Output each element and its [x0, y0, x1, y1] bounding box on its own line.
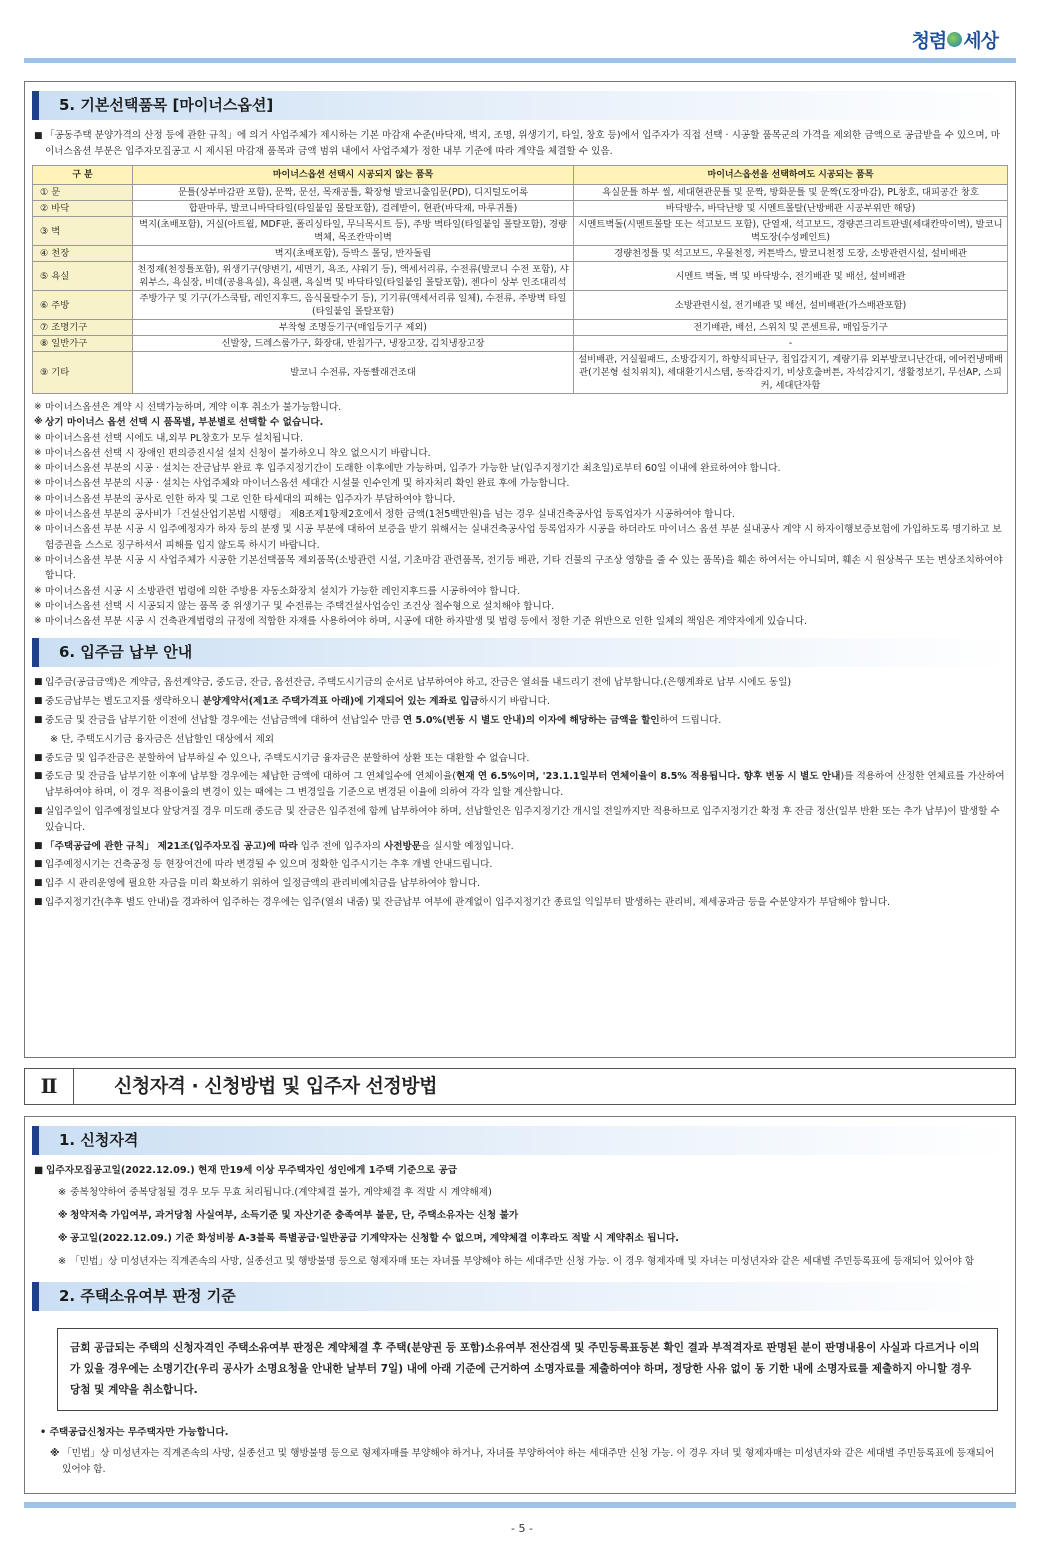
minus-option-table — [32, 165, 1008, 394]
note-item: ※ 상기 마이너스 옵션 선택 시 품목별, 부분별로 선택할 수 없습니다. — [34, 417, 324, 429]
category-cell: ⑤ 욕실 — [33, 262, 133, 291]
excluded-items-cell: 합판마루, 발코니바닥타일(타일붙임 몰탈포함), 걸레받이, 현관(바닥재, 마루귀틀) — [133, 201, 574, 217]
note-item: ※ 마이너스옵션 부분의 공사로 인한 하자 및 그로 인한 타세대의 피해는 입주자가 부담하여야 합니다. — [34, 493, 456, 505]
payment-item: ■ 중도금 및 잔금을 납부기한 이전에 선납할 경우에는 선납금액에 대하여 선납일수 만큼 연 5.0%(변동 시 별도 안내)의 이자에 해당하는 금액을 할인하여 드립니다. — [34, 715, 722, 727]
excluded-items-cell: 발코니 수전류, 자동빨래건조대 — [133, 352, 574, 394]
qualification-note: ※ 공고일(2022.12.09.) 기준 화성비봉 A-3블록 특별공급·일반공급 기계약자는 신청할 수 없으며, 계약체결 이후라도 적발 시 계약취소 됩니다. — [58, 1233, 679, 1244]
category-cell: ② 바닥 — [33, 201, 133, 217]
qualification-lead: 입주자모집공고일(2022.12.09.) 현재 만19세 이상 무주택자인 성인에게 1주택 기준으로 공급 — [46, 1165, 458, 1176]
ownership-note: 「민법」상 미성년자는 직계존속의 사망, 실종선고 및 행방불명 등으로 형제자매를 부양해야 하거나, 자녀를 부양하여야 하는 세대주만 신청 가능. 이 경우 자녀 및 형제자매는 미성년자와 같은 세대별 주민등록표에 등재되어 있어야 함. — [62, 1448, 995, 1475]
chapter-title: 신청자격 · 신청방법 및 입주자 선정방법 — [114, 1075, 437, 1097]
payment-item: ■ 입주 시 관리운영에 필요한 자금을 미리 확보하기 위하여 일정금액의 관리비예치금을 납부하여야 합니다. — [34, 878, 481, 890]
note-item: ※ 마이너스옵션 선택 시에도 내,외부 PL창호가 모두 설치됩니다. — [34, 432, 303, 444]
note-item: ※ 마이너스옵션은 계약 시 선택가능하며, 계약 이후 취소가 불가능합니다. — [34, 402, 342, 413]
included-items-cell: 경량천정틀 및 석고보드, 우물천정, 커튼박스, 발코니천정 도장, 소방관련시설, 설비배관 — [574, 246, 1008, 262]
table-row — [33, 336, 1008, 352]
excluded-items-cell: 부착형 조명등기구(매입등기구 제외) — [133, 320, 574, 336]
payment-item: ■ 「주택공급에 관한 규칙」 제21조(입주자모집 공고)에 따라 입주 전에 입주자의 사전방문을 실시할 예정입니다. — [34, 840, 514, 852]
excluded-items-cell: 벽지(초배포함), 거실(아트월, MDF판, 폴리싱타일, 무늬목시트 등), 주방 벽타일(타일붙임 몰탈포함), 경량벽체, 목조칸막이벽 — [133, 217, 574, 246]
minus-option-notes — [25, 394, 1015, 629]
qualification-notes — [34, 1185, 1005, 1270]
payment-item: ■ 실입주일이 입주예정일보다 앞당겨질 경우 미도래 중도금 및 잔금은 입주전에 함께 납부하여야 하며, 선납할인은 입주지정기간 개시일 전일까지만 적용하므로 입주지정기간 확정 후 잔금 정산(일부 반환 또는 추가 납부)이 발생할 수 있습니다. — [34, 806, 1000, 833]
payment-items — [25, 675, 1015, 910]
note-item: ※ 마이너스옵션 선택 시 시공되지 않는 품목 중 위생기구 및 수전류는 주택건설사업승인 조건상 절수형으로 설치해야 합니다. — [34, 600, 555, 612]
section-title-qualification: 1. 신청자격 — [32, 1126, 1010, 1155]
excluded-items-cell: 문틀(상부마감판 포함), 문짝, 문선, 목재공틀, 확장형 발코니출입문(PD), 디지털도어록 — [133, 185, 574, 201]
included-items-cell: 설비배관, 거실월패드, 소방감지기, 하향식피난구, 침입감지기, 계량기류 외부발코니난간대, 에어컨냉매배관(기본형 설치위치), 세대환기시스템, 동작감지기, 비상호출버튼, 자석감지기, 생활정보기, 무선AP, 스피커, 세대단자함 — [574, 352, 1008, 394]
chapter-number: Ⅱ — [25, 1069, 74, 1104]
chapter-heading — [24, 1068, 1016, 1105]
minus-option-intro: ■ 「공동주택 분양가격의 산정 등에 관한 규칙」에 의거 사업주체가 제시하는 기본 마감재 수준(바닥재, 벽지, 조명, 위생기기, 타일, 창호 등)에서 입주자가 직접 선택 · 시공할 품목군의 가격을 제외한 금액으로 공급받을 수 있으며, 마이너스옵션 부분은 입주자모집공고 시 제시된 마감재 품목과 금액 범위 내에서 사업주체가 정한 내부 기준에 따라 계약을 체결할 수 있음. — [34, 130, 1001, 157]
note-item: ※ 마이너스옵션 시공 시 소방관련 법령에 의한 주방용 자동소화장치 설치가 가능한 레인지후드를 시공하여야 합니다. — [34, 585, 521, 597]
excluded-items-cell: 신발장, 드레스룸가구, 화장대, 반침가구, 냉장고장, 김치냉장고장 — [133, 336, 574, 352]
payment-item: ■ 입주예정시기는 건축공정 등 현장여건에 따라 변경될 수 있으며 정확한 입주시기는 추후 개별 안내드립니다. — [34, 859, 493, 871]
category-cell: ⑧ 일반가구 — [33, 336, 133, 352]
logo: 청렴 세상 — [911, 30, 998, 52]
note-item: ※ 마이너스옵션 선택 시 장애인 편의증진시설 설치 신청이 불가하오니 착오 없으시기 바랍니다. — [34, 447, 431, 459]
excluded-items-cell: 벽지(초배포함), 등박스 몰딩, 반자돌림 — [133, 246, 574, 262]
ownership-details: • 주택공급신청자는 무주택자만 가능합니다. ※ 「민법」상 미성년자는 직계존속의 사망, 실종선고 및 행방불명 등으로 형제자매를 부양해야 하거나, 자녀를 부양하여야 하는 세대주만 신청 가능. 이 경우 자녀 및 형제자매는 미성년자와 같은 세대별 주민등록표에 등재되어 있어야 함. — [25, 1411, 1015, 1478]
payment-item: ■ 중도금 및 입주잔금은 분할하여 납부하실 수 있으나, 주택도시기금 융자금은 분할하여 상환 또는 대환할 수 없습니다. — [34, 752, 530, 764]
footer-divider — [24, 1502, 1016, 1508]
category-cell: ④ 천장 — [33, 246, 133, 262]
payment-item: ■ 중도금납부는 별도고지를 생략하오니 분양계약서(제1조 주택가격표 아래)에 기재되어 있는 계좌로 입금하시기 바랍니다. — [34, 696, 550, 708]
table-body — [33, 185, 1008, 394]
category-cell: ⑥ 주방 — [33, 291, 133, 320]
included-items-cell: 바닥방수, 바닥난방 및 시멘트몰탈(난방배관 시공부위만 해당) — [574, 201, 1008, 217]
note-item: ※ 마이너스옵션 부분 시공 시 입주예정자가 하자 등의 분쟁 및 시공 부분에 대하여 보증을 받기 위해서는 실내건축공사업 등록업자가 시공을 하더라도 마이너스 옵션 부분 실내공사 계약 시 하자이행보증보험에 가입하도록 명기하고 보험증권을 스스로 징구하셔서 피해를 입지 않도록 하시기 바랍니다. — [34, 524, 1002, 551]
table-row — [33, 320, 1008, 336]
section-title-minus-option: 5. 기본선택품목 [마이너스옵션] — [32, 91, 1010, 120]
payment-item: ■ 중도금 및 잔금을 납부기한 이후에 납부할 경우에는 체납한 금액에 대하여 그 연체일수에 연체이율(현재 연 6.5%이며, '23.1.1일부터 연체이율이 8.5% 적용됩니다. 향후 변동 시 별도 안내)를 적용하여 산정한 연체료를 가산하여 납부하여야 하며, 이 경우 적용이율의 변경이 있는 때에는 그 변경일을 기준으로 변경된 이율에 의하여 각각 일할 계산합니다. — [34, 771, 1005, 799]
section-title-ownership: 2. 주택소유여부 판정 기준 — [32, 1282, 1010, 1311]
category-cell: ⑦ 조명기구 — [33, 320, 133, 336]
excluded-items-cell: 천정재(천정틀포함), 위생기구(양변기, 세면기, 욕조, 샤워기 등), 액세서리류, 수전류(발코니 수전 포함), 샤워부스, 욕실장, 비데(공용욕실), 욕실팬, 욕실벽 및 바닥타일(타일붙임 몰탈포함), 젠다이 상부 인조대리석 — [133, 262, 574, 291]
payment-item: ※ 단, 주택도시기금 융자금은 선납할인 대상에서 제외 — [50, 733, 275, 745]
included-items-cell: - — [574, 336, 1008, 352]
category-cell: ③ 벽 — [33, 217, 133, 246]
ownership-notice-box: 금회 공급되는 주택의 신청자격인 주택소유여부 판정은 계약체결 후 주택(분양권 등 포함)소유여부 전산검색 및 주민등록표등본 확인 결과 부적격자로 판명된 분이 판명내용이 사실과 다르거나 이의가 있을 경우에는 소명기간(우리 공사가 소명요청을 안내한 날부터 7일) 내에 아래 기준에 근거하여 소명자료를 제출하여야 하며, 정당한 사유 없이 동 기한 내에 소명자료를 제출하지 아니할 경우 당첨 및 계약을 취소합니다. — [57, 1328, 998, 1411]
category-cell: ① 문 — [33, 185, 133, 201]
note-item: ※ 마이너스옵션 부분의 시공 · 설치는 사업주체와 마이너스옵션 세대간 시설물 인수인계 및 하자처리 확인 완료 후에 가능합니다. — [34, 478, 570, 490]
included-items-cell: 시멘트 벽돌, 벽 및 바닥방수, 전기배관 및 배선, 설비배관 — [574, 262, 1008, 291]
section-box-qualification — [24, 1116, 1016, 1494]
payment-item: ■ 입주금(공급금액)은 계약금, 옵션계약금, 중도금, 잔금, 옵션잔금, 주택도시기금의 순서로 납부하여야 하고, 잔금은 열쇠를 내드리기 전에 납부합니다.(은행계좌로 납부 시에도 동일) — [34, 677, 792, 689]
payment-item: ■ 입주지정기간(추후 별도 안내)을 경과하여 입주하는 경우에는 입주(열쇠 내줌) 및 잔금납부 여부에 관계없이 입주지정기간 종료일 익일부터 발생하는 관리비, 제세공과금 등을 수분양자가 부담해야 합니다. — [34, 897, 891, 909]
table-row — [33, 262, 1008, 291]
note-item: ※ 마이너스옵션 부분 시공 시 사업주체가 시공한 기본선택품목 제외품목(소방관련 시설, 기초마감 관련품목, 전기등 배관, 기타 건물의 구조상 영향을 줄 수 있는 품목)을 훼손 하여서는 아니되며, 훼손 시 원상복구 또는 변상조치하여야 합니다. — [34, 554, 1003, 582]
qualification-note: ※ 청약저축 가입여부, 과거당첨 사실여부, 소득기준 및 자산기준 충족여부 불문, 단, 주택소유자는 신청 불가 — [58, 1210, 519, 1221]
included-items-cell: 욕실문틀 하부 씰, 세대현관문틀 및 문짝, 방화문틀 및 문짝(도장마감), PL창호, 대피공간 창호 — [574, 185, 1008, 201]
table-row — [33, 246, 1008, 262]
qualification-body: ■ 입주자모집공고일(2022.12.09.) 현재 만19세 이상 무주택자인 성인에게 1주택 기준으로 공급 ※ 중복청약하여 중복당첨될 경우 모두 무효 처리됩니다.(계약체결 불가, 계약체결 후 적발 시 계약해제) ※ 청약저축 가입여부, 과거당첨 사실여부, 소득기준 및 자산기준 충족여부 불문, 단, 주택소유자는 신청 불가 ※ 공고일(2022.12.09.) 기준 화성비봉 A-3블록 특별공급·일반공급 기계약자는 신청할 수 없으며, 계약체결 이후라도 적발 시 계약취소 됩니다. ※ 「민법」상 미성년자는 직계존속의 사망, 실종선고 및 행방불명 등으로 형제자매 또는 자녀를 부양해야 하는 세대주만 신청 가능. 이 경우 형제자매 및 자녀는 미성년자와 같은 세대별 주민등록표에 등재되어 있어야 함 — [25, 1163, 1015, 1270]
table-row — [33, 201, 1008, 217]
note-item: ※ 마이너스옵션 부분의 시공 · 설치는 잔금납부 완료 후 입주지정기간이 도래한 이후에만 가능하며, 입주가 가능한 날(입주지정기간 최초일)로부터 60일 이내에 완료하여야 합니다. — [34, 463, 781, 475]
table-header: 마이너스옵션 선택시 시공되지 않는 품목 — [133, 166, 574, 185]
table-header: 구 분 — [33, 166, 133, 185]
table-row — [33, 185, 1008, 201]
ownership-bullet: 주택공급신청자는 무주택자만 가능합니다. — [49, 1427, 229, 1438]
included-items-cell: 소방관련시설, 전기배관 및 배선, 설비배관(가스배관포함) — [574, 291, 1008, 320]
included-items-cell: 시멘트벽돌(시멘트몰탈 또는 석고보드 포함), 단열재, 석고보드, 경량콘크리트판넬(세대칸막이벽), 발코니 벽도장(수성페인트) — [574, 217, 1008, 246]
category-cell: ⑨ 기타 — [33, 352, 133, 394]
table-row — [33, 217, 1008, 246]
included-items-cell: 전기배관, 배선, 스위치 및 콘센트류, 매입등기구 — [574, 320, 1008, 336]
section-box-options-payment — [24, 81, 1016, 1058]
page-number: - 5 - — [511, 1522, 533, 1535]
section-title-payment: 6. 입주금 납부 안내 — [32, 638, 1010, 667]
qualification-note: ※ 「민법」상 미성년자는 직계존속의 사망, 실종선고 및 행방불명 등으로 형제자매 또는 자녀를 부양해야 하는 세대주만 신청 가능. 이 경우 형제자매 및 자녀는 미성년자와 같은 세대별 주민등록표에 등재되어 있어야 함 — [58, 1256, 975, 1267]
qualification-note: ※ 중복청약하여 중복당첨될 경우 모두 무효 처리됩니다.(계약체결 불가, 계약체결 후 적발 시 계약해제) — [58, 1187, 492, 1198]
header-divider — [24, 58, 1016, 63]
table-header: 마이너스옵션을 선택하여도 시공되는 품목 — [574, 166, 1008, 185]
note-item: ※ 마이너스옵션 부분 시공 시 건축관계법령의 규정에 적합한 자재를 사용하여야 하며, 시공에 대한 하자발생 및 법령 등에서 정한 기준 위반으로 인한 일체의 책임은 계약자에게 있습니다. — [34, 616, 808, 628]
table-row — [33, 291, 1008, 320]
excluded-items-cell: 주방가구 및 기구(가스쿡탑, 레인지후드, 음식물탈수기 등), 기기류(액세서리류 일체), 수전류, 주방벽 타일(타일붙임 몰탈포함) — [133, 291, 574, 320]
note-item: ※ 마이너스옵션 부분의 공사비가「건설산업기본법 시행령」 제8조제1항제2호에서 정한 금액(1천5백만원)을 넘는 경우 실내건축공사업 등록업자가 시공하여야 합니다. — [34, 509, 735, 521]
table-row — [33, 352, 1008, 394]
globe-icon — [947, 32, 962, 47]
